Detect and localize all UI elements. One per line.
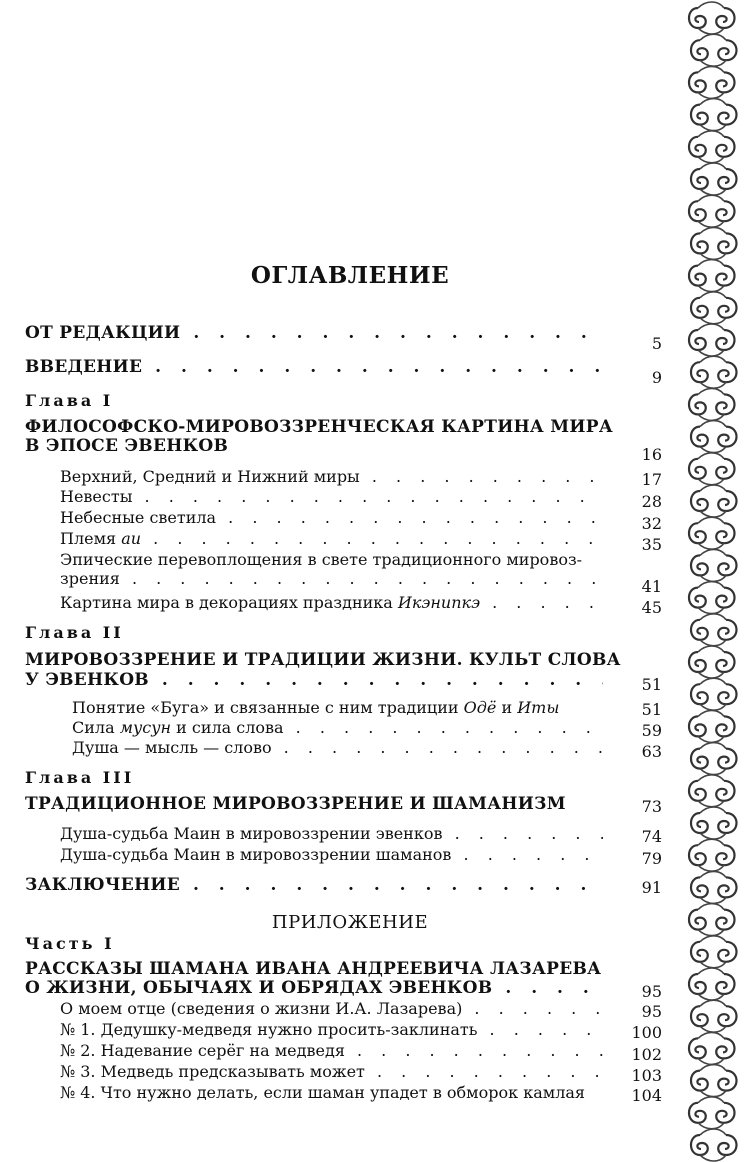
ornament-curl-icon bbox=[689, 260, 735, 292]
page-number: 95 bbox=[641, 982, 662, 1001]
page-number: 51 bbox=[641, 675, 662, 694]
ornament-curl-icon bbox=[691, 485, 737, 517]
ornament-curl-icon bbox=[691, 614, 737, 646]
appendix-title: ПРИЛОЖЕНИЕ bbox=[271, 912, 429, 933]
page-number: 35 bbox=[641, 535, 662, 554]
chapter-title-2-line1[interactable]: МИРОВОЗЗРЕНИЕ И ТРАДИЦИИ ЖИЗНИ. КУЛЬТ СЛОВА bbox=[25, 650, 621, 670]
toc-subentry[interactable]: Картина мира в декорациях праздника Икэнипкэ . . . bbox=[60, 593, 603, 612]
ornament-curl-icon bbox=[691, 1065, 737, 1097]
ornament-curl-icon bbox=[689, 839, 735, 871]
page-number: 102 bbox=[631, 1045, 662, 1064]
part-title-1-line1[interactable]: РАССКАЗЫ ШАМАНА ИВАНА АНДРЕЕВИЧА ЛАЗАРЕВА bbox=[25, 959, 602, 979]
toc-subentry[interactable]: № 4. Что нужно делать, если шаман упадет в обморок камлая bbox=[60, 1083, 585, 1102]
page-number: 79 bbox=[641, 849, 662, 868]
chapter-title-3[interactable]: ТРАДИЦИОННОЕ МИРОВОЗЗРЕНИЕ И ШАМАНИЗМ bbox=[25, 794, 566, 814]
chapter-heading-2: Глава II bbox=[25, 623, 124, 642]
ornament-curl-icon bbox=[689, 582, 735, 614]
ornament-curl-icon bbox=[689, 195, 735, 227]
toc-subentry[interactable]: О моем отце (сведения о жизни И.А. Лазарева) . . . bbox=[60, 999, 603, 1018]
toc-subentry[interactable]: Душа-судьба Маин в мировоззрении шаманов . . . bbox=[60, 845, 603, 864]
toc-subentry[interactable]: Душа-судьба Маин в мировоззрении эвенков . . . bbox=[60, 824, 603, 843]
ornament-curl-icon bbox=[691, 743, 737, 775]
page-number: 28 bbox=[641, 492, 662, 511]
toc-subentry[interactable]: Эпические перевоплощения в свете традиционного мировоз- bbox=[60, 550, 583, 569]
ornament-curl-icon bbox=[689, 131, 735, 163]
ornament-curl-icon bbox=[691, 99, 737, 131]
page-number: 74 bbox=[641, 827, 662, 846]
ornament-curl-icon bbox=[691, 1129, 737, 1161]
ornament-curl-icon bbox=[689, 517, 735, 549]
toc-subentry[interactable]: № 2. Надевание серёг на медведя . . . bbox=[60, 1041, 603, 1060]
page-number: 45 bbox=[641, 598, 662, 617]
page-number: 41 bbox=[641, 577, 662, 596]
ornament-curl-icon bbox=[689, 904, 735, 936]
toc-subentry[interactable]: Верхний, Средний и Нижний миры . . . bbox=[60, 467, 603, 486]
page-number: 104 bbox=[631, 1086, 662, 1105]
ornament-curl-icon bbox=[691, 871, 737, 903]
ornament-curl-icon bbox=[691, 807, 737, 839]
ornament-curl-icon bbox=[689, 968, 735, 1000]
page-title: ОГЛАВЛЕНИЕ bbox=[250, 262, 450, 289]
ornament-curl-icon bbox=[689, 324, 735, 356]
page-number: 63 bbox=[641, 742, 662, 761]
ornament-border-icon bbox=[676, 0, 747, 1162]
ornament-curl-icon bbox=[689, 388, 735, 420]
page-number: 100 bbox=[631, 1023, 662, 1042]
ornament-curl-icon bbox=[691, 421, 737, 453]
page-number: 95 bbox=[641, 1002, 662, 1021]
ornament-curl-icon bbox=[691, 549, 737, 581]
toc-entry-zaklyuchenie[interactable]: ЗАКЛЮЧЕНИЕ . . . bbox=[25, 875, 603, 895]
toc-subentry[interactable]: Душа — мысль — слово . . . bbox=[72, 738, 602, 757]
chapter-heading-1: Глава I bbox=[25, 391, 114, 410]
page-number: 9 bbox=[651, 368, 662, 387]
ornament-curl-icon bbox=[689, 66, 735, 98]
toc-subentry[interactable]: Понятие «Буга» и связанные с ним традиции Одё и Иты bbox=[72, 698, 560, 717]
chapter-title-1-line1[interactable]: ФИЛОСОФСКО-МИРОВОЗЗРЕНЧЕСКАЯ КАРТИНА МИРА bbox=[25, 417, 614, 437]
ornament-curl-icon bbox=[691, 34, 737, 66]
ornament-curl-icon bbox=[691, 1000, 737, 1032]
ornament-curl-icon bbox=[689, 710, 735, 742]
page-number: 91 bbox=[641, 878, 662, 897]
ornament-curl-icon bbox=[691, 227, 737, 259]
toc-subentry[interactable]: № 3. Медведь предсказывать может . . . bbox=[60, 1062, 603, 1081]
ornament-curl-icon bbox=[691, 936, 737, 968]
chapter-heading-3: Глава III bbox=[25, 768, 135, 787]
toc-subentry[interactable]: Небесные светила . . . bbox=[60, 508, 603, 527]
ornament-curl-icon bbox=[689, 646, 735, 678]
ornament-curl-icon bbox=[689, 775, 735, 807]
ornament-curl-icon bbox=[689, 2, 735, 34]
toc-subentry[interactable]: Невесты . . . bbox=[60, 487, 603, 506]
ornament-curl-icon bbox=[689, 1032, 735, 1064]
chapter-title-2-line2[interactable]: У ЭВЕНКОВ . . . bbox=[25, 670, 603, 690]
part-title-1-line2[interactable]: О ЖИЗНИ, ОБЫЧАЯХ И ОБРЯДАХ ЭВЕНКОВ . . . bbox=[25, 978, 603, 998]
toc-subentry-cont[interactable]: зрения . . . bbox=[60, 569, 603, 588]
ornament-curl-icon bbox=[691, 678, 737, 710]
page-number: 17 bbox=[641, 470, 662, 489]
part-heading-1: Часть I bbox=[25, 934, 115, 953]
page-number: 32 bbox=[641, 514, 662, 533]
page-number: 16 bbox=[641, 445, 662, 464]
ornament-curl-icon bbox=[691, 163, 737, 195]
page-number: 5 bbox=[651, 334, 662, 353]
toc-subentry[interactable]: № 1. Дедушку-медведя нужно просить-заклинать . . . bbox=[60, 1020, 603, 1039]
ornament-curl-icon bbox=[691, 356, 737, 388]
page-number: 103 bbox=[631, 1066, 662, 1085]
page-number: 73 bbox=[641, 797, 662, 816]
ornament-curl-icon bbox=[691, 292, 737, 324]
toc-entry-vvedenie[interactable]: ВВЕДЕНИЕ . . . bbox=[25, 357, 603, 377]
toc-subentry[interactable]: Сила мусун и сила слова . . . bbox=[72, 718, 602, 737]
toc-entry-ot-redaktsii[interactable]: ОТ РЕДАКЦИИ . . . bbox=[25, 323, 603, 343]
ornament-curl-icon bbox=[689, 453, 735, 485]
ornament-curl-icon bbox=[689, 1097, 735, 1129]
page-number: 51 bbox=[641, 700, 662, 719]
toc-subentry[interactable]: Племя аи . . . bbox=[60, 529, 603, 548]
chapter-title-1-line2[interactable]: В ЭПОСЕ ЭВЕНКОВ bbox=[25, 436, 229, 456]
page-number: 59 bbox=[641, 721, 662, 740]
